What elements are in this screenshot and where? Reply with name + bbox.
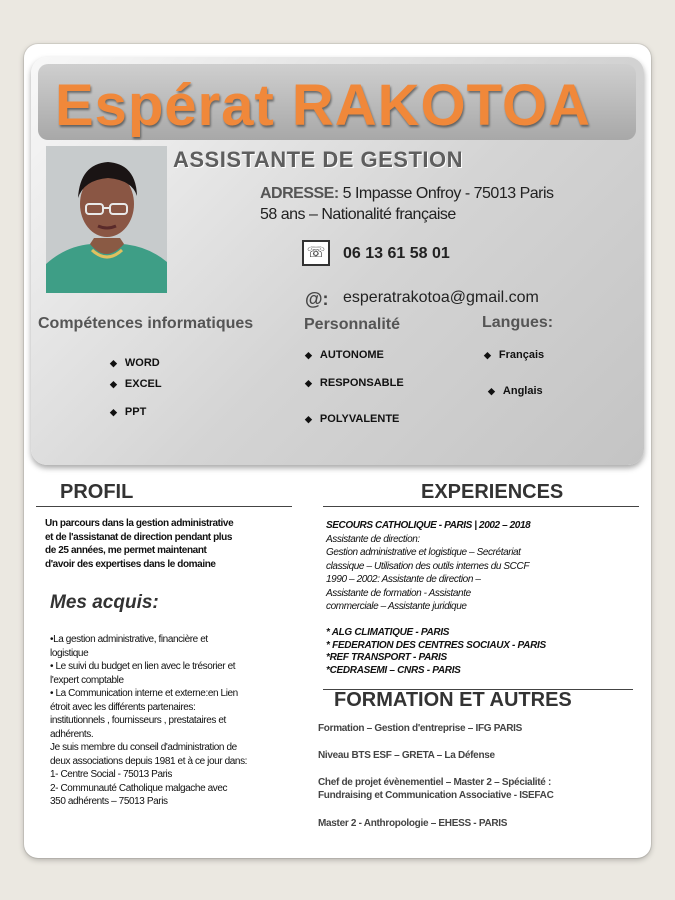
formation-item: Chef de projet évènementiel – Master 2 – Spécialité : Fundraising et Communication Associative - ISEFAC xyxy=(318,777,554,801)
diamond-bullet-icon: ◆ xyxy=(488,386,495,396)
personnalite-item: ◆ POLYVALENTE xyxy=(305,413,400,425)
phone-number: 06 13 61 58 01 xyxy=(343,245,450,262)
age-nationality: 58 ans – Nationalité française xyxy=(260,206,456,223)
diamond-bullet-icon: ◆ xyxy=(110,379,117,389)
experience-entry xyxy=(326,519,626,614)
competence-item: ◆ EXCEL xyxy=(110,378,162,390)
profil-divider xyxy=(36,506,292,507)
diamond-bullet-icon: ◆ xyxy=(305,414,312,424)
experience-organisations: * ALG CLIMATIQUE - PARIS * FEDERATION DES CENTRES SOCIAUX - PARIS *REF TRANSPORT - PARIS *CEDRASEMI – CNRS - PARIS xyxy=(326,627,546,676)
langue-item: ◆ Français xyxy=(484,349,545,361)
langue-item: ◆ Anglais xyxy=(488,385,543,397)
acquis-title: Mes acquis: xyxy=(50,592,159,613)
formation-item: Niveau BTS ESF – GRETA – La Défense xyxy=(318,750,495,761)
profile-photo xyxy=(46,146,167,293)
email-symbol: @: xyxy=(305,289,329,309)
competence-item: ◆ WORD xyxy=(110,357,160,369)
competences-title: Compétences informatiques xyxy=(38,315,254,332)
personnalite-item: ◆ AUTONOME xyxy=(305,349,384,361)
diamond-bullet-icon: ◆ xyxy=(305,350,312,360)
diamond-bullet-icon: ◆ xyxy=(484,350,491,360)
formation-item: Formation – Gestion d'entreprise – IFG PARIS xyxy=(318,723,523,734)
phone-icon: ☏ xyxy=(302,240,330,266)
profil-text: Un parcours dans la gestion administrative et de l'assistanat de direction pendant plus de 25 années, me permet maintenant d'avoir des expertises dans le domaine xyxy=(45,518,234,570)
experiences-title: EXPERIENCES xyxy=(421,481,564,503)
formation-title: FORMATION ET AUTRES xyxy=(334,689,572,711)
experience-heading: SECOURS CATHOLIQUE - PARIS | 2002 – 2018 xyxy=(326,520,531,531)
email-address: esperatrakotoa@gmail.com xyxy=(343,289,539,306)
personnalite-title: Personnalité xyxy=(304,316,401,333)
address-value: 5 Impasse Onfroy - 75013 Paris xyxy=(338,185,554,202)
experiences-divider xyxy=(323,506,639,507)
address-label: ADRESSE: xyxy=(260,185,339,202)
diamond-bullet-icon: ◆ xyxy=(305,378,312,388)
personnalite-item: ◆ RESPONSABLE xyxy=(305,377,404,389)
experience-body: Assistante de direction: Gestion administrative et logistique – Secrétariat classique – Utilisation des outils internes du SCCF 1990 – 2002: Assistante de direction – Assistante de formation - Assistante commerciale – Assistante juridique xyxy=(326,533,530,612)
profil-title: PROFIL xyxy=(60,481,134,503)
diamond-bullet-icon: ◆ xyxy=(110,358,117,368)
diamond-bullet-icon: ◆ xyxy=(110,407,117,417)
contact-address xyxy=(260,183,554,225)
langues-title: Langues: xyxy=(482,314,554,331)
formation-item: Master 2 - Anthropologie – EHESS - PARIS xyxy=(318,818,508,829)
candidate-name: Espérat RAKOTOA xyxy=(55,73,592,138)
acquis-text: •La gestion administrative, financière et logistique • Le suivi du budget en lien avec le trésorier et l'expert comptable • La Communication interne et externe:en Lien étroit avec les différents partenaires: institutionnels , fournisseurs , prestataires et adhérents. Je suis membre du conseil d'administration de deux associations depuis 1981 et à ce jour dans: 1- Centre Social - 75013 Paris 2- Communauté Catholique malgache avec 350 adhérents – 75013 Paris xyxy=(50,634,248,807)
job-title: ASSISTANTE DE GESTION xyxy=(173,147,464,172)
competence-item: ◆ PPT xyxy=(110,406,147,418)
